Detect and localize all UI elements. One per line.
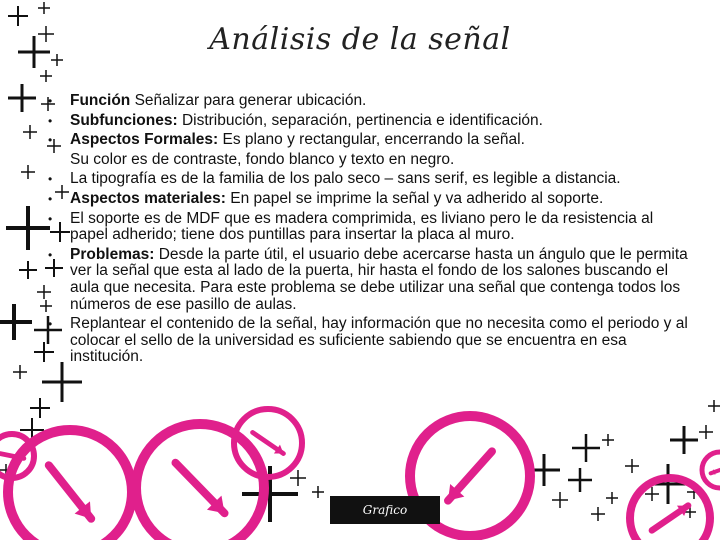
plus-icon [552,492,568,508]
plus-icon [591,507,605,521]
list-item [48,171,688,188]
plus-icon [38,2,50,14]
item-label: Aspectos materiales: [70,189,226,207]
bullet: • [48,211,53,226]
plus-icon [312,486,324,498]
plus-icon [21,165,35,179]
plus-icon [6,206,53,250]
bullet-list [48,93,688,369]
arrow-circle-icon [136,424,264,540]
list-item [48,191,688,208]
plus-icon [606,492,618,504]
list-item [48,113,688,130]
plus-icon [8,84,36,112]
arrow-circle-icon [8,430,132,540]
bullet: • [48,317,53,332]
item-text: Distribución, separación, pertinencia e identificación. [177,111,543,129]
list-item [48,93,688,110]
plus-icon [19,261,37,279]
bullet: • [48,94,53,108]
item-label: Aspectos Formales: [70,131,219,149]
list-item [48,316,688,366]
plus-icon [699,425,713,439]
plus-icon [23,125,37,139]
bullet: • [48,113,53,128]
plus-icon [40,70,52,82]
item-text: Señalizar para generar ubicación. [130,92,367,109]
item-text: Es plano y rectangular, encerrando la señal. [218,131,525,149]
item-text: En papel se imprime la señal y va adherido al soporte. [225,189,604,207]
item-label: Subfunciones: [70,111,178,129]
plus-icon [572,434,600,462]
item-text: Desde la parte útil, el usuario debe acercarse hasta un ángulo que le permita ver la señal que esta al lado de la puerta, hir hasta el fondo de los salones buscando el aula que necesita. Para este problema se debe utilizar una señal que contenga todos los números de ese pasillo de aulas. [70,245,688,313]
plus-icon [13,365,27,379]
plus-icon [625,459,639,473]
item-label: Función [70,92,131,109]
item-text: La tipografía es de la familia de los palo seco – sans serif, es legible a distancia. [70,170,621,188]
page-title: Análisis de la señal [209,22,511,57]
bullet: • [48,172,53,187]
list-item [48,211,688,244]
list-item [48,247,688,313]
item-text: El soporte es de MDF que es madera comprimida, es liviano pero le da resistencia al papel adherido; tiene dos puntillas para insertar la placa al muro. [70,209,654,244]
item-text: Replantear el contenido de la señal, hay información que no necesita como el periodo y al colocar el sello de la universidad es suficiente sabiendo que se encuentra en esa institución. [70,315,688,366]
plus-icon [602,434,614,446]
plus-icon [0,304,32,340]
grafico-button[interactable]: Grafico [330,496,440,524]
item-label: Problemas: [70,245,155,263]
bullet: • [48,191,53,206]
plus-icon [290,470,306,486]
plus-icon [708,400,720,412]
plus-icon [568,468,592,492]
plus-icon [670,426,698,454]
arrow-circle-icon [702,452,720,488]
bullet: • [48,247,53,262]
plus-icon [30,398,50,418]
item-text: Su color es de contraste, fondo blanco y texto en negro. [70,150,455,168]
arrow-circle-icon [630,478,710,540]
arrow-circle-icon [0,434,34,478]
list-item [48,152,688,169]
bullet: • [48,133,53,148]
list-item [48,132,688,149]
